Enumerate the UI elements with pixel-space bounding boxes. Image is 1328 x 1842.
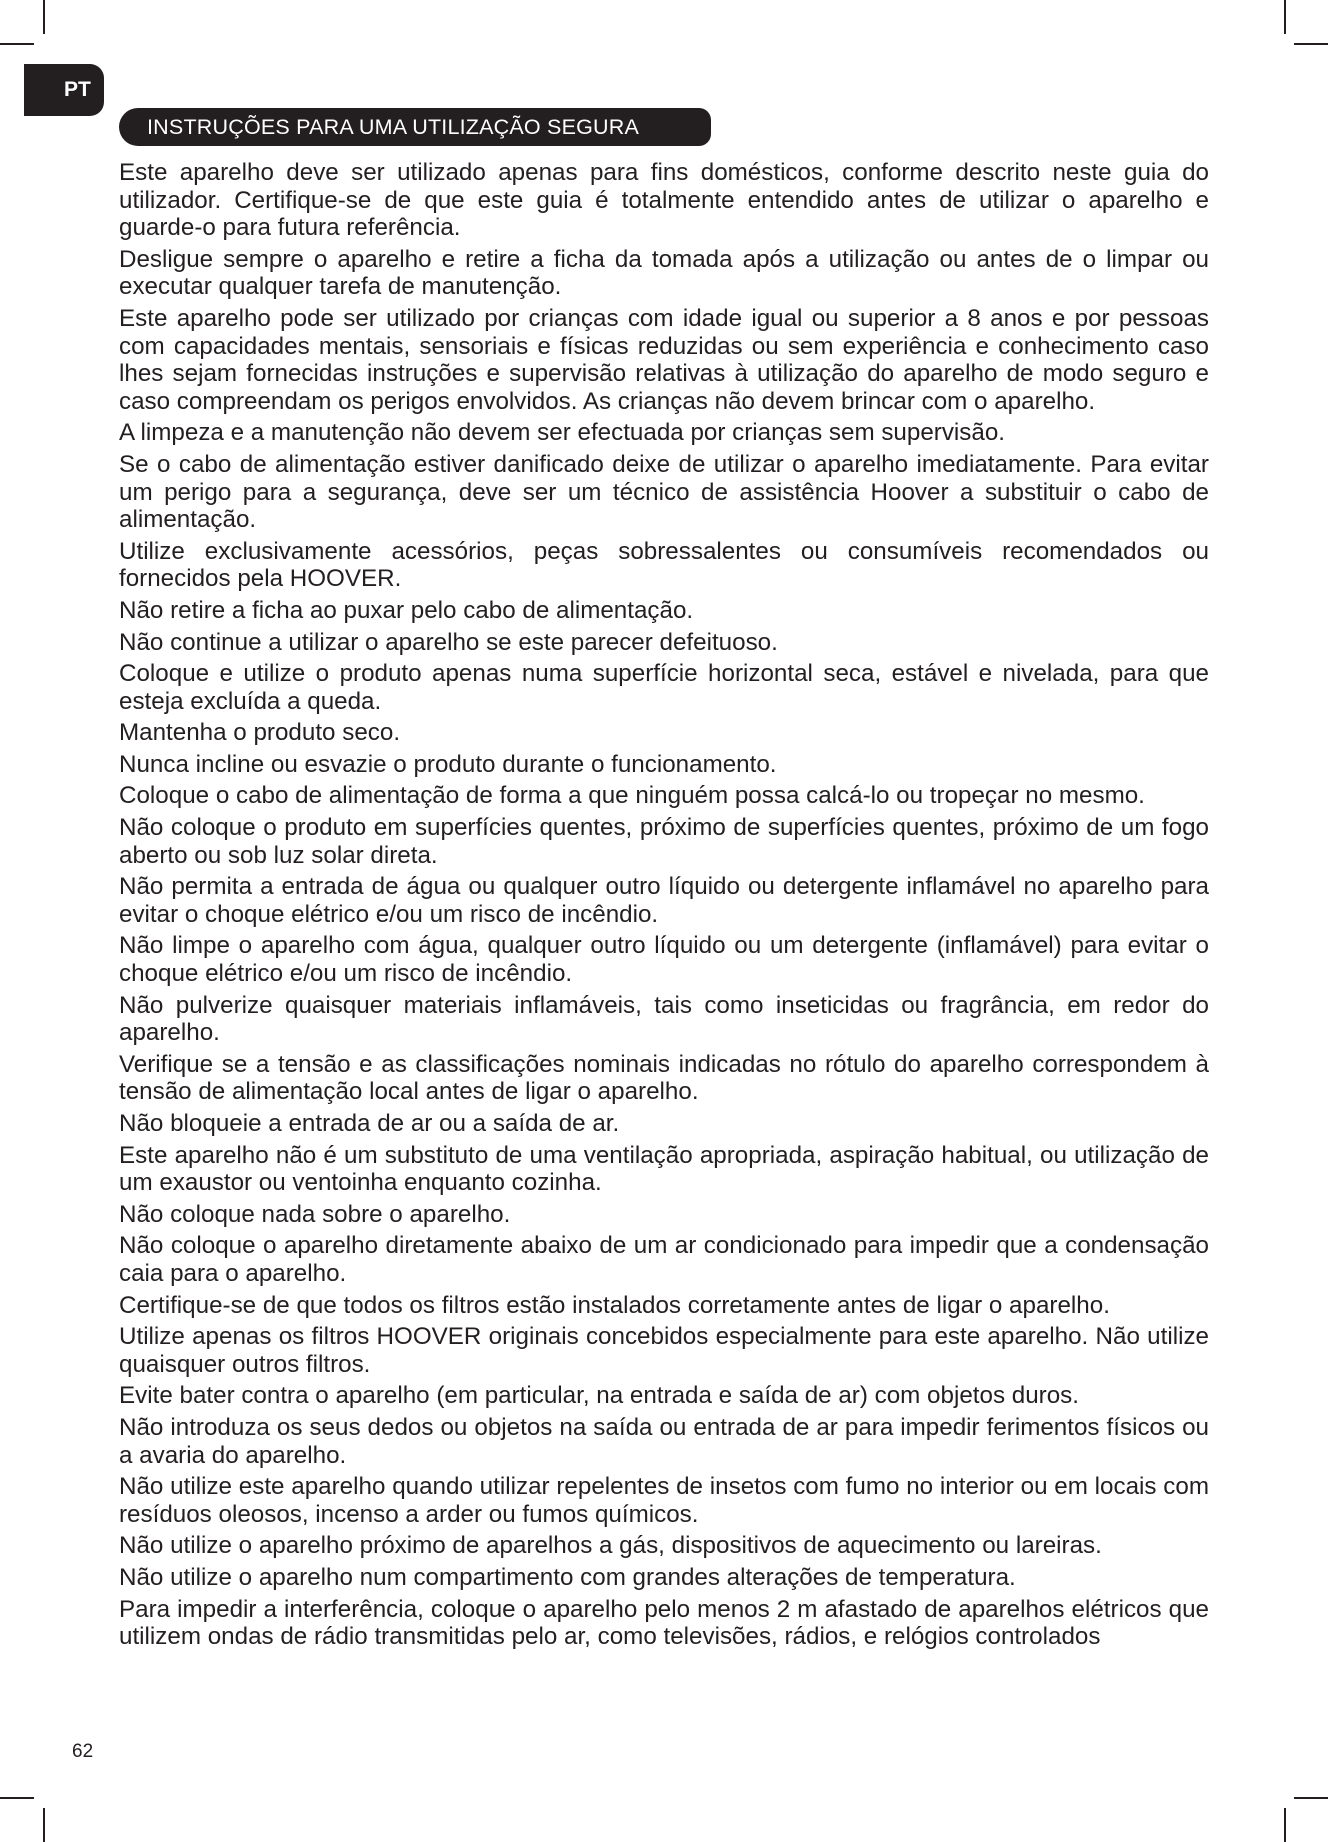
section-title: INSTRUÇÕES PARA UMA UTILIZAÇÃO SEGURA [119,108,711,146]
instruction-paragraph: Não coloque nada sobre o aparelho. [119,1200,511,1228]
instruction-paragraph: Não retire a ficha ao puxar pelo cabo de alimentação. [119,596,694,624]
instruction-paragraph: Utilize apenas os filtros HOOVER originais concebidos especialmente para este aparelho. Não utilize quaisquer outros filtros. [119,1323,1209,1378]
crop-mark-top-right-horizontal [1294,43,1328,45]
crop-mark-top-left-vertical [43,0,45,34]
instruction-paragraph: Nunca incline ou esvazie o produto durante o funcionamento. [119,750,777,778]
crop-mark-top-left-horizontal [0,43,34,45]
instruction-paragraph: Coloque e utilize o produto apenas numa superfície horizontal seca, estável e nivelada, para que esteja excluída a queda. [119,660,1209,715]
instruction-paragraph: Este aparelho deve ser utilizado apenas para fins domésticos, conforme descrito neste guia do utilizador. Certifique-se de que este guia é totalmente entendido antes de utilizar o aparelho e guarde-o para futura referência. [119,159,1209,242]
crop-mark-bottom-left-vertical [43,1808,45,1842]
instruction-paragraph: Não pulverize quaisquer materiais inflamáveis, tais como inseticidas ou fragrância, em redor do aparelho. [119,991,1209,1047]
instruction-paragraph: Coloque o cabo de alimentação de forma a que ninguém possa calcá-lo ou tropeçar no mesmo. [119,782,1145,810]
instruction-paragraph: Não utilize o aparelho num compartimento com grandes alterações de temperatura. [119,1563,1016,1591]
instruction-paragraph: Não coloque o produto em superfícies quentes, próximo de superfícies quentes, próximo de um fogo aberto ou sob luz solar direta. [119,814,1209,869]
crop-mark-bottom-right-horizontal [1294,1797,1328,1799]
instruction-paragraph: Não permita a entrada de água ou qualquer outro líquido ou detergente inflamável no aparelho para evitar o choque elétrico e/ou um risco de incêndio. [119,873,1209,928]
crop-mark-top-right-vertical [1284,0,1286,34]
instruction-paragraph: Não utilize o aparelho próximo de aparelhos a gás, dispositivos de aquecimento ou lareiras. [119,1532,1102,1560]
instruction-paragraph: Não bloqueie a entrada de ar ou a saída de ar. [119,1110,620,1137]
instruction-paragraph: A limpeza e a manutenção não devem ser efectuada por crianças sem supervisão. [119,419,1006,447]
instruction-paragraph: Se o cabo de alimentação estiver danificado deixe de utilizar o aparelho imediatamente. Para evitar um perigo para a segurança, deve ser um técnico de assistência Hoover a substituir o cabo de alimentação. [119,450,1209,534]
instruction-paragraph: Não continue a utilizar o aparelho se este parecer defeituoso. [119,628,778,656]
instruction-paragraph: Não introduza os seus dedos ou objetos na saída ou entrada de ar para impedir ferimentos físicos ou a avaria do aparelho. [119,1413,1209,1469]
instruction-paragraph: Não coloque o aparelho diretamente abaixo de um ar condicionado para impedir que a condensação caia para o aparelho. [119,1232,1209,1287]
crop-mark-bottom-right-vertical [1284,1808,1286,1842]
instruction-paragraph: Desligue sempre o aparelho e retire a ficha da tomada após a utilização ou antes de o limpar ou executar qualquer tarefa de manutenção. [119,245,1209,301]
safety-instructions-body [119,159,1209,1655]
language-tab: PT [24,64,104,116]
instruction-paragraph: Utilize exclusivamente acessórios, peças sobressalentes ou consumíveis recomendados ou fornecidos pela HOOVER. [119,537,1209,593]
crop-mark-bottom-left-horizontal [0,1797,34,1799]
instruction-paragraph: Não limpe o aparelho com água, qualquer outro líquido ou um detergente (inflamável) para evitar o choque elétrico e/ou um risco de incêndio. [119,932,1209,988]
instruction-paragraph: Este aparelho pode ser utilizado por crianças com idade igual ou superior a 8 anos e por pessoas com capacidades mentais, sensoriais e físicas reduzidas ou sem experiência e conhecimento caso lhes sejam fornecidas instruções e supervisão relativas à utilização do aparelho de modo seguro e caso compreendam os perigos envolvidos. As crianças não devem brincar com o aparelho. [119,304,1209,415]
instruction-paragraph: Certifique-se de que todos os filtros estão instalados corretamente antes de ligar o aparelho. [119,1291,1110,1319]
instruction-paragraph: Verifique se a tensão e as classificações nominais indicadas no rótulo do aparelho correspondem à tensão de alimentação local antes de ligar o aparelho. [119,1050,1209,1106]
instruction-paragraph: Mantenha o produto seco. [119,719,401,747]
instruction-paragraph: Para impedir a interferência, coloque o aparelho pelo menos 2 m afastado de aparelhos elétricos que utilizem ondas de rádio transmitidas pelo ar, como televisões, rádios, e relógios controlados [119,1595,1209,1651]
instruction-paragraph: Não utilize este aparelho quando utilizar repelentes de insetos com fumo no interior ou em locais com resíduos oleosos, incenso a arder ou fumos químicos. [119,1473,1209,1528]
instruction-paragraph: Este aparelho não é um substituto de uma ventilação apropriada, aspiração habitual, ou utilização de um exaustor ou ventoinha enquanto cozinha. [119,1141,1209,1197]
instruction-paragraph: Evite bater contra o aparelho (em particular, na entrada e saída de ar) com objetos duros. [119,1382,1079,1410]
page-number: 62 [72,1741,94,1762]
